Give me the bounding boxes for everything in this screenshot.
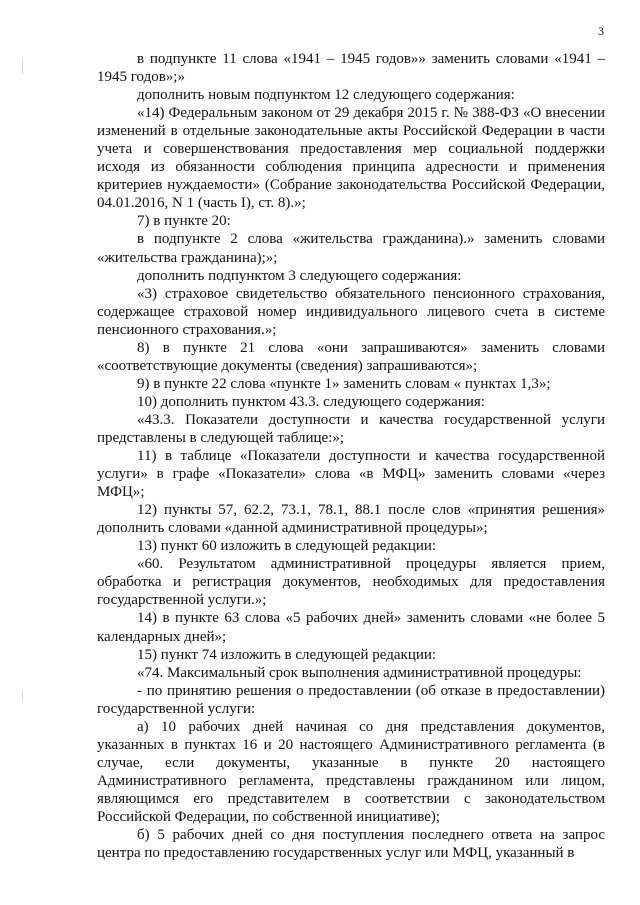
paragraph: «14) Федеральным законом от 29 декабря 2015 г. № 388-ФЗ «О внесении изменений в отдельные законодательные акты Российской Федерации в части учета и совершенствования предоставления мер социальной поддержки исходя из обязанности соблюдения принципа адресности и применения критериев нуждаемости» (Собрание законодательства Российской Федерации, 04.01.2016, N 1 (часть I), ст. 8).»;	[97, 105, 605, 212]
paragraph: 8) в пункте 21 слова «они запрашиваются» заменить словами «соответствующие документы (сведения) запрашиваются»;	[97, 339, 605, 374]
paragraph: дополнить подпунктом 3 следующего содержания:	[137, 267, 462, 284]
paragraph: «74. Максимальный срок выполнения административной процедуры:	[137, 664, 582, 681]
scan-edge-mark	[22, 690, 23, 700]
paragraph: 13) пункт 60 изложить в следующей редакции:	[137, 538, 437, 555]
paragraph: 14) в пункте 63 слова «5 рабочих дней» заменить словами «не более 5 календарных дней»;	[97, 610, 605, 645]
paragraph: «43.3. Показатели доступности и качества государственной услуги представлены в следующей таблице:»;	[97, 411, 605, 446]
paragraph: 15) пункт 74 изложить в следующей редакции:	[137, 646, 437, 663]
paragraph: 7) в пункте 20:	[137, 213, 231, 230]
paragraph: «60. Результатом административной процедуры является прием, обработка и регистрация документов, необходимых для предоставления государственной услуги.»;	[97, 556, 605, 609]
paragraph: 11) в таблице «Показатели доступности и качества государственной услуги» в графе «Показатели» слова «в МФЦ» заменить словами «через МФЦ»;	[97, 448, 605, 501]
paragraph: в подпункте 11 слова «1941 – 1945 годов»» заменить словами «1941 – 1945 годов»;»	[97, 51, 605, 86]
paragraph: - по принятию решения о предоставлении (об отказе в предоставлении) государственной услуги:	[97, 682, 605, 717]
page-number: 3	[598, 24, 604, 38]
scan-edge-mark	[22, 60, 23, 74]
paragraph: а) 10 рабочих дней начиная со дня представления документов, указанных в пунктах 16 и 20 настоящего Административного регламента (в случае, если документы, указанные в пункте 20 настоящего Административного регламента, представлены гражданином или лицом, являющимся его представителем в соответствии с законодательством Российской Федерации, по собственной инициативе);	[97, 718, 605, 825]
paragraph: «3) страховое свидетельство обязательного пенсионного страхования, содержащее страховой номер индивидуального лицевого счета в системе пенсионного страхования.»;	[97, 285, 605, 338]
paragraph: б) 5 рабочих дней со дня поступления последнего ответа на запрос центра по предоставлению государственных услуг или МФЦ, указанный в	[97, 827, 605, 862]
paragraph: дополнить новым подпунктом 12 следующего содержания:	[137, 87, 515, 104]
paragraph: в подпункте 2 слова «жительства гражданина).» заменить словами «жительства гражданина);»;	[97, 231, 605, 266]
paragraph: 12) пункты 57, 62.2, 73.1, 78.1, 88.1 после слов «принятия решения» дополнить словами «данной административной процедуры»;	[97, 502, 605, 537]
document-body	[97, 50, 605, 862]
paragraph: 10) дополнить пунктом 43.3. следующего содержания:	[137, 393, 485, 410]
paragraph: 9) в пункте 22 слова «пункте 1» заменить словам « пунктах 1,3»;	[137, 375, 551, 392]
